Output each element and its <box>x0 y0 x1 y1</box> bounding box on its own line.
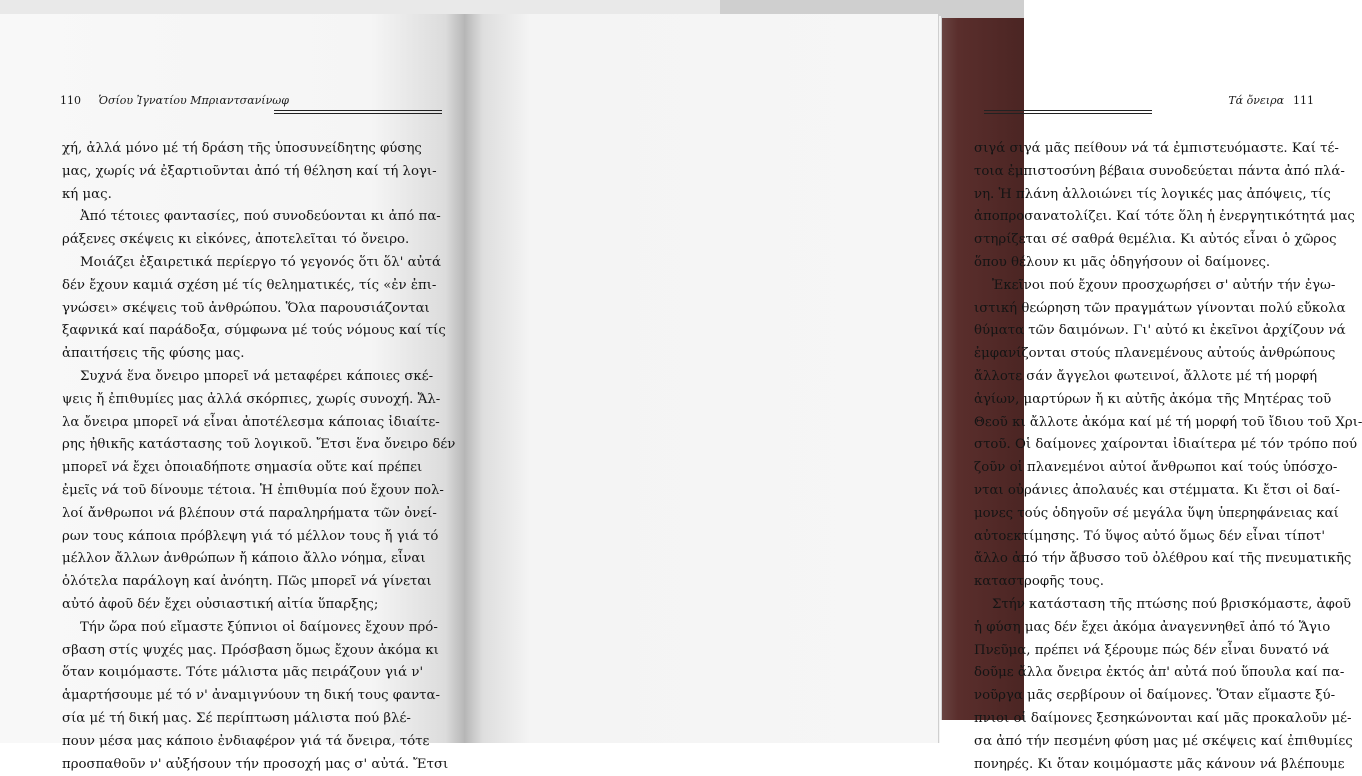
running-head: Τά ὄνειρα <box>1228 94 1284 107</box>
text-line: καταστροφῆς τους. <box>974 574 1104 590</box>
text-line: σιγά σιγά μᾶς πείθουν νά τά ἐμπιστευόμαστε. Καί τέ- <box>974 141 1339 156</box>
text-line: τοια ἐμπιστοσύνη βέβαια συνοδεύεται πάντα ἀπό πλά- <box>974 163 1345 179</box>
text-line: ρης ἠθικῆς κατάστασης τοῦ λογικοῦ. Ἔτσι ἕνα ὄνειρο δέν <box>62 437 456 453</box>
text-line: λοί ἄνθρωποι νά βλέπουν στά παραληρήματα τῶν ὀνεί- <box>62 505 437 521</box>
text-line: ἁμαρτήσουμε μέ τό ν' ἀναμιγνύουν τη δική τους φαντα- <box>62 688 440 704</box>
text-line: χή, ἀλλά μόνο μέ τή δράση τῆς ὑποσυνείδητης φύσης <box>62 141 422 156</box>
text-line: μας, χωρίς νά ἐξαρτιοῦνται ἀπό τή θέληση καί τή λογι- <box>62 163 437 179</box>
text-line: σία μέ τή δική μας. Σέ περίπτωση μάλιστα πού βλέ- <box>62 710 411 726</box>
text-line: θύματα τῶν δαιμόνων. Γι' αὐτό κι ἐκεῖνοι ἀρχίζουν νά <box>974 323 1346 339</box>
open-book <box>0 14 1362 772</box>
right-page <box>464 14 1362 772</box>
text-line: μονες τούς ὁδηγοῦν σέ μεγάλα ὕψη ὑπερηφάνειας καί <box>974 505 1339 521</box>
text-line: μέλλον ἄλλων ἀνθρώπων ἤ κάποιο ἄλλο νόημα, εἶναι <box>62 551 426 567</box>
text-line: ἀποπροσανατολίζει. Καί τότε ὅλη ἡ ἐνεργητικότητά μας <box>974 209 1355 225</box>
text-line: ἡ φύση μας δέν ἔχει ἀκόμα ἀναγεννηθεῖ ἀπό τό Ἅγιο <box>974 619 1331 635</box>
text-line: Στήν κατάσταση τῆς πτώσης πού βρισκόμαστε, ἀφοῦ <box>992 596 1351 612</box>
text-line: Συχνά ἕνα ὄνειρο μπορεῖ νά μεταφέρει κάποιες σκέ- <box>80 368 434 384</box>
text-line: ἄλλο ἀπό τήν ἄβυσσο τοῦ ὀλέθρου καί τῆς πνευματικῆς <box>974 551 1352 567</box>
text-line: ἐμφανίζονται στούς πλανεμένους αὐτούς ἀνθρώπους <box>974 346 1336 362</box>
text-line: Θεοῦ κι ἄλλοτε ἀκόμα καί μέ τή μορφή τοῦ ἴδιου τοῦ Χρι- <box>974 414 1362 430</box>
text-line: Ἀπό τέτοιες φαντασίες, πού συνοδεύονται κι ἀπό πα- <box>80 209 441 225</box>
text-line: Ἐκεῖνοι πού ἔχουν προσχωρήσει σ' αὐτήν τήν ἐγω- <box>992 277 1336 293</box>
text-line: ἄλλοτε σάν ἄγγελοι φωτεινοί, ἄλλοτε μέ τή μορφή <box>974 368 1318 384</box>
text-line: σα ἀπό τήν πεσμένη φύση μας μέ σκέψεις καί ἐπιθυμίες <box>974 733 1353 749</box>
right-page-header <box>976 94 1314 114</box>
text-line: σβαση στίς ψυχές μας. Πρόσβαση ὅμως ἔχουν ἀκόμα κι <box>62 642 439 658</box>
text-line: μπορεῖ νά ἔχει ὁποιαδήποτε σημασία οὔτε καί πρέπει <box>62 460 423 476</box>
running-head: Ὁσίου Ἰγνατίου Μπριαντσανίνωφ <box>98 94 289 107</box>
text-line: νη. Ἡ πλάνη ἀλλοιώνει τίς λογικές μας ἀπόψεις, τίς <box>974 186 1331 202</box>
text-line: δοῦμε ἄλλα ὄνειρα ἐκτός ἀπ' αὐτά πού ὕπουλα καί πα- <box>974 665 1345 681</box>
text-line: ψεις ἤ ἐπιθυμίες μας ἀλλά σκόρπιες, χωρίς συνοχή. Ἄλ- <box>62 391 441 407</box>
header-rule <box>274 110 442 114</box>
text-line: ξαφνικά καί παράδοξα, σύμφωνα μέ τούς νόμους καί τίς <box>62 323 446 339</box>
text-line: πνιοι οἱ δαίμονες ξεσηκώνονται καί μᾶς προκαλοῦν μέ- <box>974 710 1352 726</box>
text-line: Μοιάζει ἐξαιρετικά περίεργο τό γεγονός ὅτι ὅλ' αὐτά <box>80 254 441 270</box>
text-line: ἀπαιτήσεις τῆς φύσης μας. <box>62 346 245 362</box>
text-line: Τήν ὥρα πού εἴμαστε ξύπνιοι οἱ δαίμονες ἔχουν πρό- <box>80 619 438 635</box>
text-line: προσπαθοῦν ν' αὐξήσουν τήν προσοχή μας σ' αὐτά. Ἔτσι <box>62 756 449 772</box>
text-line: δέν ἔχουν καμιά σχέση μέ τίς θεληματικές, τίς «ἐν ἐπι- <box>62 277 437 293</box>
text-line: ἁγίων, μαρτύρων ἤ κι αὐτῆς ἀκόμα τῆς Μητέρας τοῦ <box>974 391 1332 407</box>
page-number: 110 <box>60 94 81 107</box>
page-number: 111 <box>1293 94 1314 107</box>
text-line: ζοῦν οἱ πλανεμένοι αὐτοί ἄνθρωποι καί τούς ὑπόσχο- <box>974 460 1338 476</box>
text-line: πονηρές. Κι ὅταν κοιμόμαστε μᾶς κάνουν νά βλέπουμε <box>974 756 1345 772</box>
text-line: Πνεῦμα, πρέπει νά ξέρουμε πώς δέν εἶναι δυνατό νά <box>974 642 1330 658</box>
text-line: ὅπου θέλουν κι μᾶς ὁδηγήσουν οἱ δαίμονες. <box>974 254 1271 270</box>
text-line: ρων τους κάποια πρόβλεψη γιά τό μέλλον τους ἤ γιά τό <box>62 528 439 544</box>
text-line: λα ὄνειρα μπορεῖ νά εἶναι ἀποτέλεσμα κάποιας ἰδιαίτε- <box>62 414 440 430</box>
text-line: στηρίζεται σέ σαθρά θεμέλια. Κι αὐτός εἶναι ὁ χῶρος <box>974 232 1337 248</box>
text-line: ὅταν κοιμόμαστε. Τότε μάλιστα μᾶς πειράζουν γιά ν' <box>62 665 424 681</box>
text-line: πουν μέσα μας κάποιο ἐνδιαφέρον γιά τά ὄνειρα, τότε <box>62 733 430 749</box>
text-line: νοῦργα μᾶς σερβίρουν οἱ δαίμονες. Ὅταν εἴμαστε ξύ- <box>974 688 1336 704</box>
text-line: νται οὐράνιες ἀπολαυές και στέμματα. Κι ἔτσι οἱ δαί- <box>974 482 1341 498</box>
right-page-body <box>974 138 1362 776</box>
left-page <box>0 14 464 772</box>
text-line: ιστική θεώρηση τῶν πραγμάτων γίνονται πολύ εὔκολα <box>974 300 1346 316</box>
text-line: κή μας. <box>62 186 112 202</box>
text-line: αὐτοεκτίμησης. Τό ὕψος αὐτό ὅμως δέν εἶναι τίποτ' <box>974 528 1325 544</box>
text-line: στοῦ. Οἱ δαίμονες χαίρονται ἰδιαίτερα μέ τόν τρόπο πού <box>974 437 1358 453</box>
text-line: ὁλότελα παράλογη καί ἀνόητη. Πῶς μπορεῖ νά γίνεται <box>62 574 432 590</box>
text-line: ράξενες σκέψεις κι εἰκόνες, ἀποτελεῖται τό ὄνειρο. <box>62 232 410 248</box>
text-line: αὐτό ἀφοῦ δέν ἔχει οὐσιαστική αἰτία ὕπαρξης; <box>62 596 379 612</box>
text-line: ἐμεῖς νά τοῦ δίνουμε τέτοια. Ἡ ἐπιθυμία πού ἔχουν πολ- <box>62 482 444 498</box>
left-page-header <box>60 94 289 114</box>
text-line: γνώσει» σκέψεις τοῦ ἀνθρώπου. Ὅλα παρουσιάζονται <box>62 300 430 316</box>
left-page-body <box>62 138 456 776</box>
